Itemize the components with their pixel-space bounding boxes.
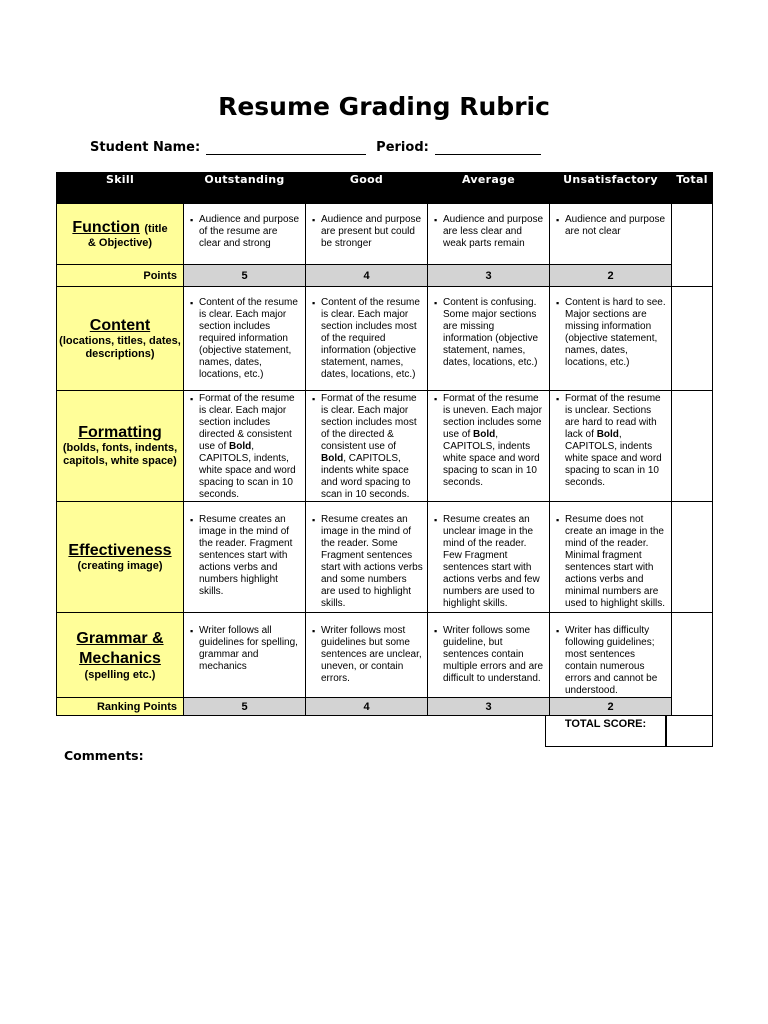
skill-effectiveness	[57, 502, 184, 613]
cell-function-unsatisfactory	[550, 204, 672, 265]
skill-name: Content	[89, 316, 151, 334]
page-title: Resume Grading Rubric	[218, 92, 550, 121]
comments-label: Comments:	[64, 748, 144, 763]
header-row	[57, 173, 713, 204]
ranking-points-value: 2	[550, 698, 672, 716]
ranking-points-row	[57, 698, 713, 716]
criteria-text: ▪ Writer follows most guidelines but some sentences are unclear, uneven, or contain errors.	[321, 625, 423, 685]
cell-function-good	[306, 204, 428, 265]
table-row	[57, 391, 713, 502]
student-info-line	[90, 140, 551, 155]
period-field[interactable]	[435, 140, 541, 155]
cell-grammar-outstanding	[184, 613, 306, 698]
criteria-text: ▪ Writer has difficulty following guidelines; most sentences contain numerous errors and cannot be understood.	[565, 625, 667, 697]
header-average: Average	[428, 173, 550, 204]
table-row	[57, 613, 713, 698]
period-label: Period:	[376, 140, 429, 155]
cell-content-outstanding	[184, 287, 306, 391]
skill-name: Grammar & Mechanics	[76, 629, 164, 667]
criteria-text: ▪ Format of the resume is unclear. Sections are hard to read with lack of Bold, CAPITOLS, indents white space and word spacing to scan in 10 seconds.	[565, 393, 667, 489]
total-cell-function[interactable]	[672, 204, 713, 287]
cell-effectiveness-good	[306, 502, 428, 613]
skill-name: Effectiveness	[68, 541, 172, 559]
skill-formatting	[57, 391, 184, 502]
table-row	[57, 287, 713, 391]
points-label: Points	[57, 265, 184, 287]
skill-function	[57, 204, 184, 265]
criteria-text: ▪ Audience and purpose of the resume are clear and strong	[199, 214, 301, 250]
cell-content-average	[428, 287, 550, 391]
points-row	[57, 265, 713, 287]
total-score-field[interactable]	[666, 716, 713, 747]
cell-grammar-unsatisfactory	[550, 613, 672, 698]
skill-grammar-mechanics	[57, 613, 184, 698]
skill-name: Function	[72, 218, 140, 236]
cell-content-good	[306, 287, 428, 391]
cell-function-average	[428, 204, 550, 265]
points-value: 2	[550, 265, 672, 287]
criteria-text: ▪ Audience and purpose are less clear and weak parts remain	[443, 214, 545, 250]
criteria-text: ▪ Writer follows some guideline, but sentences contain multiple errors and are difficult to understand.	[443, 625, 545, 685]
ranking-points-value: 4	[306, 698, 428, 716]
points-value: 4	[306, 265, 428, 287]
criteria-text: ▪ Format of the resume is clear. Each major section includes most of the directed & consistent use of Bold, CAPITOLS, indents white space and word spacing to scan in 10 seconds.	[321, 393, 423, 501]
cell-effectiveness-average	[428, 502, 550, 613]
table-row	[57, 502, 713, 613]
student-name-field[interactable]	[206, 140, 366, 155]
table-row	[57, 204, 713, 265]
cell-content-unsatisfactory	[550, 287, 672, 391]
header-outstanding: Outstanding	[184, 173, 306, 204]
skill-name: Formatting	[78, 424, 162, 441]
skill-sub: (creating image)	[77, 559, 163, 572]
skill-sub: (spelling etc.)	[84, 668, 156, 681]
rubric-table	[56, 172, 713, 716]
header-good: Good	[306, 173, 428, 204]
header-total: Total	[672, 173, 713, 204]
criteria-text: ▪ Content is hard to see. Major sections are missing information (objective statement, names, dates, locations, etc.)	[565, 297, 667, 369]
cell-effectiveness-outstanding	[184, 502, 306, 613]
criteria-text: ▪ Resume creates an image in the mind of the reader. Some Fragment sentences start with actions verbs and some numbers are used to highlight skills.	[321, 514, 423, 610]
skill-content	[57, 287, 184, 391]
cell-grammar-good	[306, 613, 428, 698]
points-value: 5	[184, 265, 306, 287]
skill-sub: (bolds, fonts, indents, capitols, white space)	[62, 442, 178, 467]
criteria-text: ▪ Format of the resume is clear. Each major section includes directed & consistent use of Bold, CAPITOLS, indents, white space and word spacing to scan in 10 seconds.	[199, 393, 301, 501]
ranking-points-value: 3	[428, 698, 550, 716]
ranking-points-label: Ranking Points	[57, 698, 184, 716]
cell-formatting-good	[306, 391, 428, 502]
total-cell-content[interactable]	[672, 287, 713, 391]
student-name-label: Student Name:	[90, 140, 201, 155]
total-cell-effectiveness[interactable]	[672, 502, 713, 613]
total-cell-formatting[interactable]	[672, 391, 713, 502]
skill-sub: (locations, titles, dates, descriptions)	[59, 334, 181, 360]
header-unsatisfactory: Unsatisfactory	[550, 173, 672, 204]
total-cell-grammar[interactable]	[672, 613, 713, 716]
criteria-text: ▪ Resume does not create an image in the mind of the reader. Minimal fragment sentences start with actions verbs and minimal numbers are used to highlight skills.	[565, 514, 667, 610]
cell-grammar-average	[428, 613, 550, 698]
skill-sub-inline: (title	[144, 222, 168, 235]
cell-formatting-unsatisfactory	[550, 391, 672, 502]
cell-effectiveness-unsatisfactory	[550, 502, 672, 613]
criteria-text: ▪ Content of the resume is clear. Each major section includes required information (objective statement, names, dates, locations, etc.)	[199, 297, 301, 381]
cell-function-outstanding	[184, 204, 306, 265]
criteria-text: ▪ Resume creates an image in the mind of the reader. Fragment sentences start with actions verbs and numbers highlight skills.	[199, 514, 301, 598]
ranking-points-value: 5	[184, 698, 306, 716]
criteria-text: ▪ Resume creates an unclear image in the mind of the reader. Few Fragment sentences start with actions verbs and few numbers are used to highlight skills.	[443, 514, 545, 610]
criteria-text: ▪ Audience and purpose are not clear	[565, 214, 667, 238]
criteria-text: ▪ Format of the resume is uneven. Each major section includes some use of Bold, CAPITOLS, indents white space and word spacing to scan in 10 seconds.	[443, 393, 545, 489]
points-value: 3	[428, 265, 550, 287]
skill-sub: & Objective)	[87, 236, 153, 249]
criteria-text: ▪ Content of the resume is clear. Each major section includes most of the required information (objective statement, names, dates, locations, etc.)	[321, 297, 423, 381]
total-score-label: TOTAL SCORE:	[545, 716, 666, 747]
criteria-text: ▪ Writer follows all guidelines for spelling, grammar and mechanics	[199, 625, 301, 673]
criteria-text: ▪ Content is confusing. Some major sections are missing information (objective statement, names, dates, locations, etc.)	[443, 297, 545, 369]
cell-formatting-average	[428, 391, 550, 502]
header-skill: Skill	[57, 173, 184, 204]
cell-formatting-outstanding	[184, 391, 306, 502]
criteria-text: ▪ Audience and purpose are present but could be stronger	[321, 214, 423, 250]
